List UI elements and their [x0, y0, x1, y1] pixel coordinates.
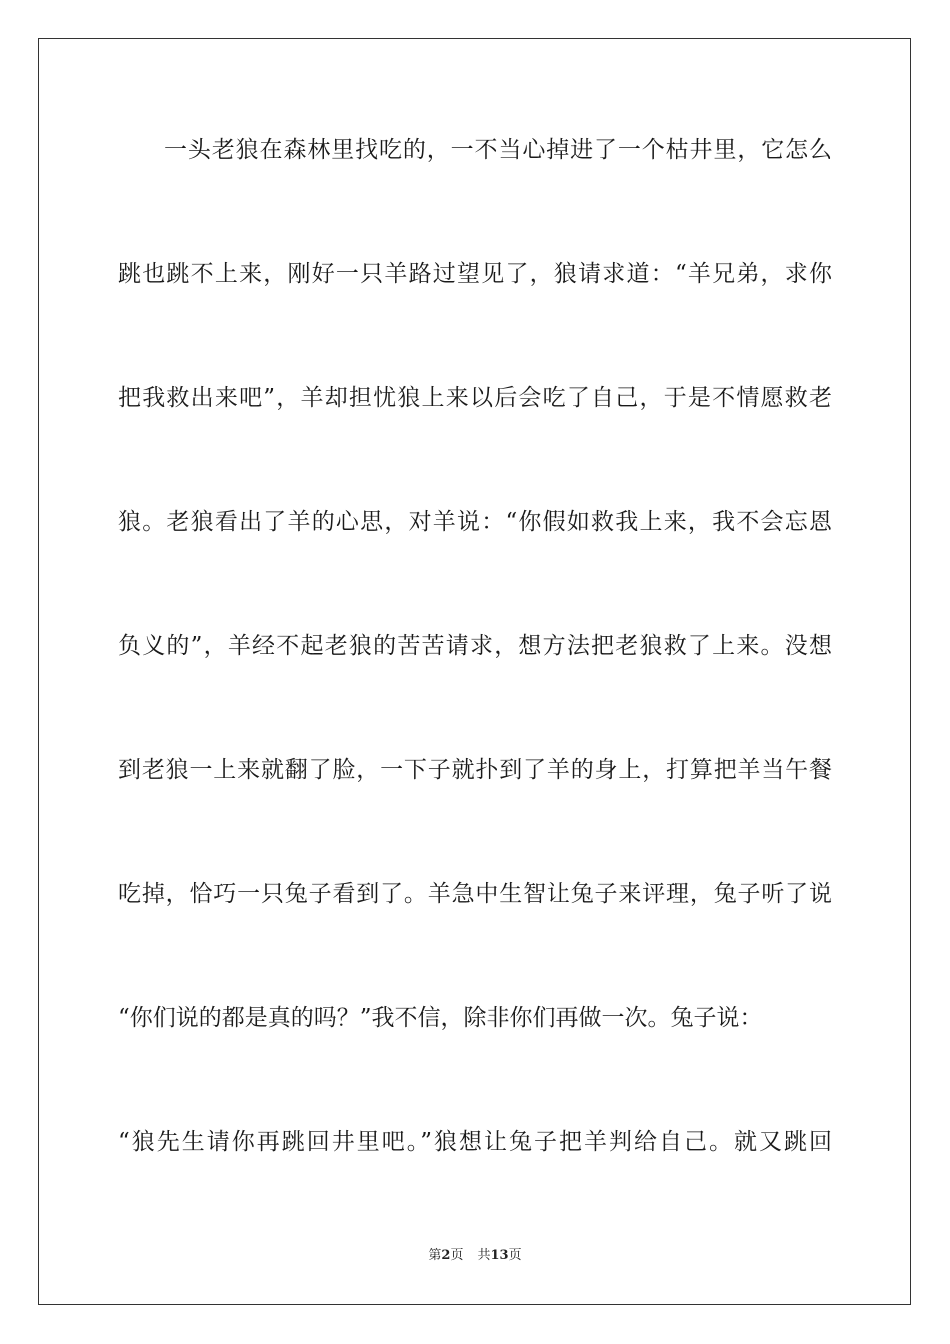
page-border [38, 38, 911, 1305]
page-suffix: 页 [450, 1248, 464, 1263]
paragraph-line: 吃掉，恰巧一只兔子看到了。羊急中生智让兔子来评理，兔子听了说 [118, 881, 832, 907]
paragraph-line: 把我救出来吧”，羊却担忧狼上来以后会吃了自己，于是不情愿救老 [118, 385, 832, 411]
paragraph-line: 跳也跳不上来，刚好一只羊路过望见了，狼请求道：“羊兄弟，求你 [118, 261, 832, 287]
page-prefix: 第 [428, 1248, 442, 1263]
paragraph-line: 负义的”，羊经不起老狼的苦苦请求，想方法把老狼救了上来。没想 [118, 633, 832, 659]
paragraph-line: 一头老狼在森林里找吃的，一不当心掉进了一个枯井里，它怎么 [164, 137, 832, 163]
paragraph-line: 到老狼一上来就翻了脸，一下子就扑到了羊的身上，打算把羊当午餐 [118, 757, 832, 783]
paragraph-line: “狼先生请你再跳回井里吧。”狼想让兔子把羊判给自己。就又跳回 [118, 1129, 832, 1155]
total-suffix: 页 [508, 1248, 522, 1263]
page-footer [0, 1247, 950, 1265]
paragraph-line: 狼。老狼看出了羊的心思，对羊说：“你假如救我上来，我不会忘恩 [118, 509, 832, 535]
total-prefix: 共 [477, 1248, 491, 1263]
total-pages: 13 [490, 1248, 509, 1263]
paragraph-line: “你们说的都是真的吗？”我不信，除非你们再做一次。兔子说： [118, 1005, 763, 1031]
page-number: 2 [441, 1248, 451, 1263]
